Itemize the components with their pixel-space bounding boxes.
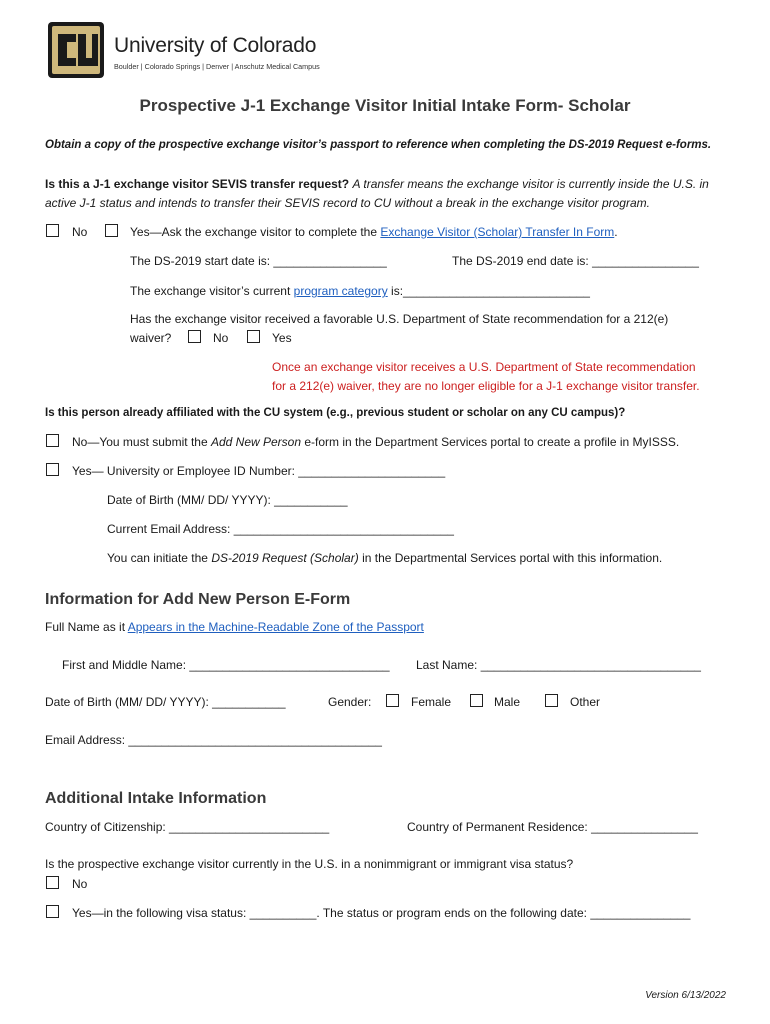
program-category-suffix: is:____________________________ [391, 284, 590, 298]
transfer-yes-checkbox[interactable] [105, 224, 118, 237]
initiate-italic: DS-2019 Request (Scholar) [211, 551, 359, 565]
affiliation-no-italic: Add New Person [210, 435, 302, 449]
new-person-email: Email Address: ______________________________________ [45, 733, 382, 747]
waiver-no-label: No [213, 331, 229, 345]
gender-label: Gender: [328, 695, 372, 709]
cu-logo-icon [48, 22, 104, 78]
first-middle-name: First and Middle Name: ______________________________ [62, 658, 390, 672]
full-name-prefix: Full Name as it [45, 620, 126, 634]
program-category-line [130, 284, 590, 298]
waiver-question-2: waiver? [130, 331, 172, 345]
new-person-heading: Information for Add New Person E-Form [45, 591, 351, 608]
full-name-line [45, 620, 424, 634]
affiliation-question: Is this person already affiliated with the CU system (e.g., previous student or scholar on any CU campus)? [45, 407, 626, 419]
transfer-no-checkbox[interactable] [46, 224, 59, 237]
transfer-yes-text: Yes—Ask the exchange visitor to complete the [130, 225, 378, 239]
visa-no-label: No [72, 877, 88, 891]
ds2019-start-date: The DS-2019 start date is: _________________ [130, 254, 387, 268]
transfer-yes-suffix: . [614, 225, 618, 239]
waiver-no-checkbox[interactable] [188, 330, 201, 343]
gender-male-checkbox[interactable] [470, 694, 483, 707]
new-person-dob: Date of Birth (MM/ DD/ YYYY): ___________ [45, 695, 286, 709]
transfer-no-label: No [72, 225, 88, 239]
transfer-question [45, 177, 709, 191]
university-name: University of Colorado [114, 34, 317, 57]
gender-female-checkbox[interactable] [386, 694, 399, 707]
affiliation-initiate [107, 551, 662, 565]
transfer-explain-1: A transfer means the exchange visitor is currently inside the U.S. in [352, 177, 709, 191]
gender-female-label: Female [411, 695, 452, 709]
affiliation-dob: Date of Birth (MM/ DD/ YYYY): ___________ [107, 493, 348, 507]
transfer-question-text: Is this a J-1 exchange visitor SEVIS transfer request? [45, 177, 350, 191]
transfer-in-form-link[interactable]: Exchange Visitor (Scholar) Transfer In Form [380, 225, 615, 239]
affiliation-yes-checkbox[interactable] [46, 463, 59, 476]
affiliation-no-checkbox[interactable] [46, 434, 59, 447]
intro-instruction: Obtain a copy of the prospective exchange visitor’s passport to reference when completing the DS-2019 Request e-forms. [45, 139, 712, 151]
transfer-yes-label [130, 225, 618, 239]
gender-other-label: Other [570, 695, 601, 709]
campus-list: Boulder | Colorado Springs | Denver | Anschutz Medical Campus [114, 62, 320, 71]
program-category-link[interactable]: program category [293, 284, 388, 298]
waiver-yes-checkbox[interactable] [247, 330, 260, 343]
form-title: Prospective J-1 Exchange Visitor Initial Intake Form- Scholar [139, 96, 631, 115]
program-category-prefix: The exchange visitor’s current [130, 284, 291, 298]
affiliation-no-prefix: No—You must submit the [72, 435, 208, 449]
transfer-explain-2: active J-1 status and intends to transfer their SEVIS record to CU without a break in the exchange visitor program. [45, 196, 650, 210]
visa-question: Is the prospective exchange visitor currently in the U.S. in a nonimmigrant or immigrant visa status? [45, 857, 574, 871]
last-name: Last Name: _________________________________ [416, 658, 701, 672]
affiliation-email: Current Email Address: _________________________________ [107, 522, 454, 536]
mrz-link[interactable]: Appears in the Machine-Readable Zone of the Passport [127, 620, 424, 634]
gender-other-checkbox[interactable] [545, 694, 558, 707]
affiliation-no-suffix: e-form in the Department Services portal to create a profile in MyISSS. [304, 435, 680, 449]
gender-male-label: Male [494, 695, 521, 709]
affiliation-no-label [72, 435, 679, 449]
waiver-warning-1: Once an exchange visitor receives a U.S. Department of State recommendation [272, 360, 696, 374]
visa-yes-checkbox[interactable] [46, 905, 59, 918]
visa-no-checkbox[interactable] [46, 876, 59, 889]
visa-yes-label: Yes—in the following visa status: __________. The status or program ends on the following date: _______________ [72, 906, 691, 920]
initiate-suffix: in the Departmental Services portal with this information. [362, 551, 663, 565]
waiver-yes-label: Yes [272, 331, 292, 345]
ds2019-end-date: The DS-2019 end date is: ________________ [452, 254, 699, 268]
country-residence: Country of Permanent Residence: ________________ [407, 820, 698, 834]
additional-heading: Additional Intake Information [45, 790, 267, 807]
version-footer: Version 6/13/2022 [645, 990, 726, 1001]
country-citizenship: Country of Citizenship: ________________________ [45, 820, 330, 834]
affiliation-yes-label: Yes— University or Employee ID Number: ______________________ [72, 464, 446, 478]
waiver-question-1: Has the exchange visitor received a favorable U.S. Department of State recommendation for a 212(e) [130, 312, 669, 326]
initiate-prefix: You can initiate the [107, 551, 208, 565]
waiver-warning-2: for a 212(e) waiver, they are no longer eligible for a J-1 exchange visitor transfer. [272, 379, 700, 393]
